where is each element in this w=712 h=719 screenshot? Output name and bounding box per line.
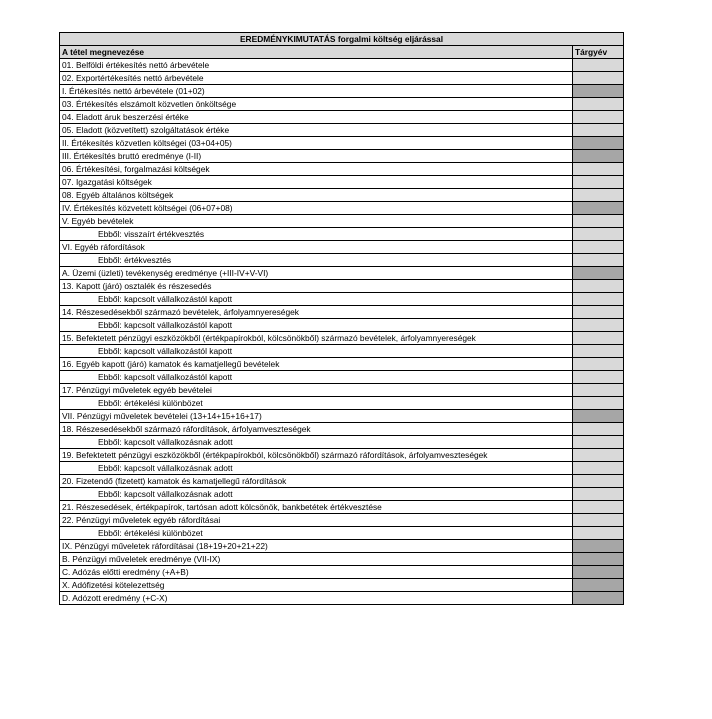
row-value-cell[interactable] xyxy=(573,163,624,176)
row-value-cell[interactable] xyxy=(573,579,624,592)
row-value-cell[interactable] xyxy=(573,384,624,397)
row-label-cell[interactable]: Ebből: kapcsolt vállalkozásnak adott xyxy=(60,436,573,449)
statement-row xyxy=(60,488,624,501)
row-label-cell[interactable]: 19. Befektetett pénzügyi eszközökből (értékpapírokból, kölcsönökből) származó ráfordítások, árfolyamveszteségek xyxy=(60,449,573,462)
row-label-cell[interactable]: VI. Egyéb ráfordítások xyxy=(60,241,573,254)
row-value-cell[interactable] xyxy=(573,228,624,241)
statement-row xyxy=(60,111,624,124)
row-value-cell[interactable] xyxy=(573,124,624,137)
statement-row xyxy=(60,163,624,176)
row-label-cell[interactable]: Ebből: értékelési különbözet xyxy=(60,397,573,410)
row-label-cell[interactable]: Ebből: értékvesztés xyxy=(60,254,573,267)
row-label-cell[interactable]: 17. Pénzügyi műveletek egyéb bevételei xyxy=(60,384,573,397)
row-value-cell[interactable] xyxy=(573,410,624,423)
row-label-cell[interactable]: 15. Befektetett pénzügyi eszközökből (értékpapírokból, kölcsönökből) származó bevételek, árfolyamnyereségek xyxy=(60,332,573,345)
row-label-cell[interactable]: Ebből: kapcsolt vállalkozástól kapott xyxy=(60,293,573,306)
row-label-cell[interactable]: A. Üzemi (üzleti) tevékenység eredménye (+III-IV+V-VI) xyxy=(60,267,573,280)
title-row xyxy=(60,33,624,46)
row-label-cell[interactable]: B. Pénzügyi műveletek eredménye (VII-IX) xyxy=(60,553,573,566)
row-label-cell[interactable]: III. Értékesítés bruttó eredménye (I-II) xyxy=(60,150,573,163)
row-value-cell[interactable] xyxy=(573,137,624,150)
row-value-cell[interactable] xyxy=(573,397,624,410)
row-value-cell[interactable] xyxy=(573,306,624,319)
row-value-cell[interactable] xyxy=(573,98,624,111)
row-label-cell[interactable]: 08. Egyéb általános költségek xyxy=(60,189,573,202)
row-label-cell[interactable]: Ebből: kapcsolt vállalkozástól kapott xyxy=(60,345,573,358)
row-label-cell[interactable]: 16. Egyéb kapott (járó) kamatok és kamatjellegű bevételek xyxy=(60,358,573,371)
row-value-cell[interactable] xyxy=(573,150,624,163)
row-label-cell[interactable]: 20. Fizetendő (fizetett) kamatok és kamatjellegű ráfordítások xyxy=(60,475,573,488)
row-value-cell[interactable] xyxy=(573,293,624,306)
row-label-cell[interactable]: D. Adózott eredmény (+C-X) xyxy=(60,592,573,605)
row-value-cell[interactable] xyxy=(573,189,624,202)
row-label-cell[interactable]: Ebből: visszaírt értékvesztés xyxy=(60,228,573,241)
statement-row xyxy=(60,384,624,397)
row-value-cell[interactable] xyxy=(573,449,624,462)
statement-row xyxy=(60,72,624,85)
statement-row xyxy=(60,397,624,410)
statement-row xyxy=(60,59,624,72)
row-label-cell[interactable]: 13. Kapott (járó) osztalék és részesedés xyxy=(60,280,573,293)
row-label-cell[interactable]: V. Egyéb bevételek xyxy=(60,215,573,228)
row-value-cell[interactable] xyxy=(573,59,624,72)
row-value-cell[interactable] xyxy=(573,423,624,436)
row-value-cell[interactable] xyxy=(573,475,624,488)
statement-row xyxy=(60,579,624,592)
row-value-cell[interactable] xyxy=(573,488,624,501)
row-label-cell[interactable]: 04. Eladott áruk beszerzési értéke xyxy=(60,111,573,124)
statement-row xyxy=(60,293,624,306)
statement-row xyxy=(60,462,624,475)
row-value-cell[interactable] xyxy=(573,514,624,527)
row-label-cell[interactable]: C. Adózás előtti eredmény (+A+B) xyxy=(60,566,573,579)
statement-row xyxy=(60,202,624,215)
row-label-cell[interactable]: Ebből: kapcsolt vállalkozástól kapott xyxy=(60,319,573,332)
statement-row xyxy=(60,436,624,449)
sheet-title[interactable]: EREDMÉNYKIMUTATÁS forgalmi költség eljárással xyxy=(60,33,624,46)
row-value-cell[interactable] xyxy=(573,527,624,540)
row-label-cell[interactable]: 03. Értékesítés elszámolt közvetlen önköltsége xyxy=(60,98,573,111)
row-label-cell[interactable]: 02. Exportértékesítés nettó árbevétele xyxy=(60,72,573,85)
statement-row xyxy=(60,566,624,579)
statement-row xyxy=(60,241,624,254)
row-value-cell[interactable] xyxy=(573,540,624,553)
row-label-cell[interactable]: VII. Pénzügyi műveletek bevételei (13+14+15+16+17) xyxy=(60,410,573,423)
row-value-cell[interactable] xyxy=(573,111,624,124)
statement-row xyxy=(60,514,624,527)
statement-row xyxy=(60,501,624,514)
income-statement-sheet xyxy=(59,32,623,605)
row-label-cell[interactable]: 21. Részesedések, értékpapírok, tartósan adott kölcsönök, bankbetétek értékvesztése xyxy=(60,501,573,514)
row-label-cell[interactable]: Ebből: kapcsolt vállalkozásnak adott xyxy=(60,462,573,475)
statement-row xyxy=(60,280,624,293)
row-label-cell[interactable]: 22. Pénzügyi műveletek egyéb ráfordításai xyxy=(60,514,573,527)
statement-row xyxy=(60,189,624,202)
row-label-cell[interactable]: II. Értékesítés közvetlen költségei (03+04+05) xyxy=(60,137,573,150)
row-value-cell[interactable] xyxy=(573,280,624,293)
statement-row xyxy=(60,215,624,228)
row-label-cell[interactable]: 06. Értékesítési, forgalmazási költségek xyxy=(60,163,573,176)
statement-row xyxy=(60,449,624,462)
row-value-cell[interactable] xyxy=(573,72,624,85)
row-value-cell[interactable] xyxy=(573,501,624,514)
statement-row xyxy=(60,527,624,540)
row-value-cell[interactable] xyxy=(573,462,624,475)
statement-row xyxy=(60,98,624,111)
row-label-cell[interactable]: 05. Eladott (közvetített) szolgáltatások értéke xyxy=(60,124,573,137)
row-value-cell[interactable] xyxy=(573,176,624,189)
statement-row xyxy=(60,124,624,137)
row-label-cell[interactable]: IX. Pénzügyi műveletek ráfordításai (18+19+20+21+22) xyxy=(60,540,573,553)
row-value-cell[interactable] xyxy=(573,592,624,605)
row-value-cell[interactable] xyxy=(573,436,624,449)
income-statement-table xyxy=(59,32,624,605)
statement-row xyxy=(60,228,624,241)
row-value-cell[interactable] xyxy=(573,241,624,254)
header-row xyxy=(60,46,624,59)
statement-row xyxy=(60,410,624,423)
row-value-cell[interactable] xyxy=(573,267,624,280)
row-label-cell[interactable]: 01. Belföldi értékesítés nettó árbevétele xyxy=(60,59,573,72)
statement-row xyxy=(60,423,624,436)
row-label-cell[interactable]: 18. Részesedésekből származó ráfordítások, árfolyamveszteségek xyxy=(60,423,573,436)
statement-row xyxy=(60,358,624,371)
statement-row xyxy=(60,85,624,98)
row-label-cell[interactable]: X. Adófizetési kötelezettség xyxy=(60,579,573,592)
row-label-cell[interactable]: 07. Igazgatási költségek xyxy=(60,176,573,189)
statement-row xyxy=(60,254,624,267)
statement-row xyxy=(60,150,624,163)
statement-row xyxy=(60,345,624,358)
row-label-cell[interactable]: Ebből: kapcsolt vállalkozásnak adott xyxy=(60,488,573,501)
row-label-cell[interactable]: IV. Értékesítés közvetett költségei (06+07+08) xyxy=(60,202,573,215)
row-label-cell[interactable]: I. Értékesítés nettó árbevétele (01+02) xyxy=(60,85,573,98)
row-value-cell[interactable] xyxy=(573,319,624,332)
row-value-cell[interactable] xyxy=(573,254,624,267)
statement-row xyxy=(60,319,624,332)
column-header-current-year[interactable]: Tárgyév xyxy=(573,46,624,59)
statement-row xyxy=(60,592,624,605)
row-value-cell[interactable] xyxy=(573,85,624,98)
statement-row xyxy=(60,475,624,488)
row-value-cell[interactable] xyxy=(573,553,624,566)
row-label-cell[interactable]: 14. Részesedésekből származó bevételek, árfolyamnyereségek xyxy=(60,306,573,319)
statement-row xyxy=(60,306,624,319)
statement-row xyxy=(60,553,624,566)
row-value-cell[interactable] xyxy=(573,202,624,215)
row-value-cell[interactable] xyxy=(573,358,624,371)
statement-row xyxy=(60,267,624,280)
column-header-item-name[interactable]: A tétel megnevezése xyxy=(60,46,573,59)
row-label-cell[interactable]: Ebből: kapcsolt vállalkozástól kapott xyxy=(60,371,573,384)
statement-row xyxy=(60,137,624,150)
statement-row xyxy=(60,371,624,384)
row-value-cell[interactable] xyxy=(573,566,624,579)
row-value-cell[interactable] xyxy=(573,345,624,358)
statement-row xyxy=(60,176,624,189)
row-label-cell[interactable]: Ebből: értékelési különbözet xyxy=(60,527,573,540)
row-value-cell[interactable] xyxy=(573,215,624,228)
row-value-cell[interactable] xyxy=(573,371,624,384)
statement-row xyxy=(60,332,624,345)
statement-row xyxy=(60,540,624,553)
row-value-cell[interactable] xyxy=(573,332,624,345)
